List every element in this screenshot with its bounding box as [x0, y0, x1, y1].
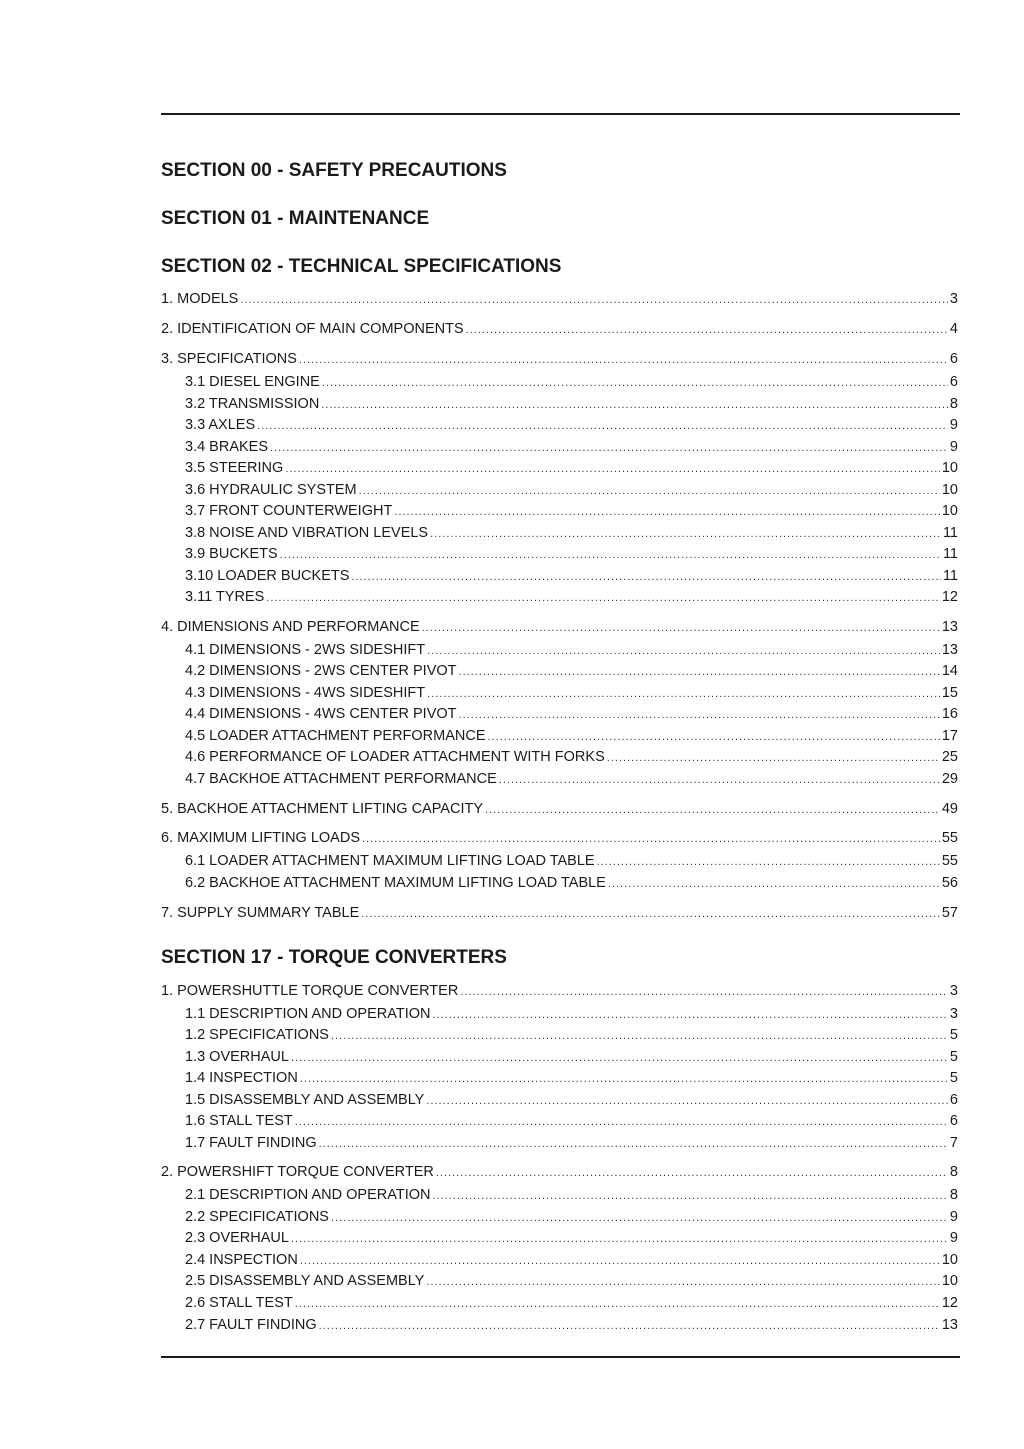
toc-page-number: 55 [941, 853, 958, 869]
toc-page-number: 16 [941, 706, 958, 722]
toc-subentry[interactable] [185, 416, 958, 435]
toc-entry-title: 1.2 SPECIFICATIONS [185, 1027, 329, 1043]
toc-entry-title: 3.1 DIESEL ENGINE [185, 374, 320, 390]
toc-subentry[interactable] [185, 1091, 958, 1110]
dot-leader [351, 568, 941, 586]
toc-entry-title: 4.5 LOADER ATTACHMENT PERFORMANCE [185, 728, 486, 744]
toc-page-number: 13 [941, 642, 958, 658]
toc-entry-title: 7. SUPPLY SUMMARY TABLE [161, 905, 360, 921]
dot-leader [427, 685, 940, 703]
toc-entry-title: 4.3 DIMENSIONS - 4WS SIDESHIFT [185, 685, 426, 701]
toc-page-number: 55 [941, 830, 958, 846]
toc-page-number: 9 [949, 417, 958, 433]
bottom-rule [161, 1356, 960, 1358]
toc-page-number: 6 [949, 374, 958, 390]
toc-page-number: 10 [941, 1252, 958, 1268]
toc-page-number: 5 [949, 1027, 958, 1043]
dot-leader [460, 983, 948, 1001]
dot-leader [608, 875, 940, 893]
dot-leader [427, 642, 940, 660]
toc-entry-title: 3.3 AXLES [185, 417, 256, 433]
toc-subentry[interactable] [185, 1134, 958, 1153]
toc-entry[interactable] [161, 290, 958, 309]
toc-entry-title: 1.5 DISASSEMBLY AND ASSEMBLY [185, 1092, 425, 1108]
toc-entry-title: 3.10 LOADER BUCKETS [185, 568, 350, 584]
toc-entry-title: 4.7 BACKHOE ATTACHMENT PERFORMANCE [185, 771, 497, 787]
toc-subentry[interactable] [185, 1112, 958, 1131]
toc-entry-title: 2.5 DISASSEMBLY AND ASSEMBLY [185, 1273, 425, 1289]
dot-leader [321, 396, 948, 414]
toc-entry-title: 3.11 TYRES [185, 589, 265, 605]
dot-leader [319, 1135, 948, 1153]
dot-leader [300, 1252, 940, 1270]
toc-subentry[interactable] [185, 459, 958, 478]
toc-subentry[interactable] [185, 641, 958, 660]
dot-leader [426, 1092, 948, 1110]
toc-page-number: 9 [949, 1209, 958, 1225]
dot-leader [466, 321, 948, 339]
toc-entry-title: 4.2 DIMENSIONS - 2WS CENTER PIVOT [185, 663, 457, 679]
toc-entry-title: 3.2 TRANSMISSION [185, 396, 320, 412]
toc-page-number: 10 [941, 460, 958, 476]
toc-page-number: 9 [949, 439, 958, 455]
toc-page-number: 17 [941, 728, 958, 744]
toc-subentry[interactable] [185, 1005, 958, 1024]
toc-subentry[interactable] [185, 395, 958, 414]
dot-leader [607, 749, 940, 767]
toc-entry-title: 2.1 DESCRIPTION AND OPERATION [185, 1187, 431, 1203]
toc-entry[interactable] [161, 1163, 958, 1182]
top-rule [161, 113, 960, 115]
toc-entry-title: 3.8 NOISE AND VIBRATION LEVELS [185, 525, 429, 541]
dot-leader [266, 589, 940, 607]
dot-leader [285, 460, 940, 478]
dot-leader [331, 1209, 948, 1227]
toc-entry-title: 2. IDENTIFICATION OF MAIN COMPONENTS [161, 321, 464, 337]
toc-entry-title: 1. POWERSHUTTLE TORQUE CONVERTER [161, 983, 459, 999]
toc-page-number: 11 [942, 568, 958, 584]
toc-subentry[interactable] [185, 852, 958, 871]
dot-leader [299, 351, 948, 369]
toc-entry-title: 4.6 PERFORMANCE OF LOADER ATTACHMENT WITH FORKS [185, 749, 605, 765]
dot-leader [499, 771, 940, 789]
toc-page-number: 3 [949, 1006, 958, 1022]
toc-subentry[interactable] [185, 770, 958, 789]
dot-leader [432, 1006, 947, 1024]
toc-subentry[interactable] [185, 1048, 958, 1067]
toc-page-number: 8 [949, 1164, 958, 1180]
toc-entry[interactable] [161, 320, 958, 339]
section-title: SECTION 17 - TORQUE CONVERTERS [161, 947, 507, 968]
toc-entry-title: 3.9 BUCKETS [185, 546, 278, 562]
toc-page-number: 49 [941, 801, 958, 817]
toc-entry-title: 2.2 SPECIFICATIONS [185, 1209, 329, 1225]
dot-leader [394, 503, 940, 521]
toc-page-number: 13 [941, 619, 958, 635]
dot-leader [322, 374, 948, 392]
section-title: SECTION 00 - SAFETY PRECAUTIONS [161, 160, 507, 181]
dot-leader [291, 1230, 948, 1248]
toc-subentry[interactable] [185, 524, 958, 543]
dot-leader [430, 525, 941, 543]
dot-leader [257, 417, 948, 435]
toc-page-number: 14 [941, 663, 958, 679]
toc-subentry[interactable] [185, 373, 958, 392]
toc-page-number: 8 [949, 1187, 958, 1203]
toc-subentry[interactable] [185, 1208, 958, 1227]
toc-subentry[interactable] [185, 1251, 958, 1270]
toc-page-number: 25 [941, 749, 958, 765]
toc-subentry[interactable] [185, 874, 958, 893]
toc-entry-title: 6. MAXIMUM LIFTING LOADS [161, 830, 360, 846]
toc-subentry[interactable] [185, 588, 958, 607]
dot-leader [432, 1187, 947, 1205]
toc-subentry[interactable] [185, 1294, 958, 1313]
toc-page-number: 5 [949, 1070, 958, 1086]
toc-entry-title: 2.7 FAULT FINDING [185, 1317, 317, 1333]
dot-leader [362, 830, 940, 848]
dot-leader [436, 1164, 948, 1182]
toc-entry-title: 2.6 STALL TEST [185, 1295, 293, 1311]
dot-leader [422, 619, 940, 637]
dot-leader [240, 291, 948, 309]
toc-entry-title: 6.2 BACKHOE ATTACHMENT MAXIMUM LIFTING LOAD TABLE [185, 875, 606, 891]
toc-entry-title: 1.1 DESCRIPTION AND OPERATION [185, 1006, 431, 1022]
toc-entry-title: 3.6 HYDRAULIC SYSTEM [185, 482, 357, 498]
toc-subentry[interactable] [185, 1316, 958, 1335]
toc-entry-title: 6.1 LOADER ATTACHMENT MAXIMUM LIFTING LOAD TABLE [185, 853, 595, 869]
toc-entry-title: 1. MODELS [161, 291, 239, 307]
toc-page-number: 3 [949, 983, 958, 999]
dot-leader [459, 663, 940, 681]
toc-entry-title: 3.4 BRAKES [185, 439, 269, 455]
toc-page-number: 57 [941, 905, 958, 921]
toc-entry-title: 3.5 STEERING [185, 460, 284, 476]
toc-entry[interactable] [161, 350, 958, 369]
toc-entry-title: 1.4 INSPECTION [185, 1070, 298, 1086]
toc-subentry[interactable] [185, 481, 958, 500]
toc-entry-title: 1.7 FAULT FINDING [185, 1135, 317, 1151]
toc-entry-title: 2. POWERSHIFT TORQUE CONVERTER [161, 1164, 434, 1180]
toc-entry-title: 4. DIMENSIONS AND PERFORMANCE [161, 619, 420, 635]
toc-subentry[interactable] [185, 1069, 958, 1088]
toc-entry[interactable] [161, 982, 958, 1001]
dot-leader [270, 439, 948, 457]
toc-page-number: 12 [941, 589, 958, 605]
toc-entry-title: 3.7 FRONT COUNTERWEIGHT [185, 503, 393, 519]
toc-page-number: 56 [941, 875, 958, 891]
section-title: SECTION 01 - MAINTENANCE [161, 208, 430, 229]
dot-leader [280, 546, 941, 564]
dot-leader [485, 801, 940, 819]
dot-leader [597, 853, 940, 871]
toc-entry-title: 2.4 INSPECTION [185, 1252, 298, 1268]
toc-subentry[interactable] [185, 438, 958, 457]
toc-page-number: 5 [949, 1049, 958, 1065]
toc-subentry[interactable] [185, 662, 958, 681]
toc-entry-title: 1.6 STALL TEST [185, 1113, 293, 1129]
toc-page-number: 10 [941, 482, 958, 498]
toc-entry[interactable] [161, 618, 958, 637]
toc-page-number: 15 [941, 685, 958, 701]
toc-page-number: 10 [941, 1273, 958, 1289]
toc-entry-title: 1.3 OVERHAUL [185, 1049, 289, 1065]
toc-subentry[interactable] [185, 1272, 958, 1291]
toc-entry[interactable] [161, 904, 958, 923]
toc-subentry[interactable] [185, 727, 958, 746]
toc-subentry[interactable] [185, 545, 958, 564]
toc-entry-title: 4.4 DIMENSIONS - 4WS CENTER PIVOT [185, 706, 457, 722]
toc-page-number: 7 [949, 1135, 958, 1151]
toc-entry-title: 5. BACKHOE ATTACHMENT LIFTING CAPACITY [161, 801, 484, 817]
dot-leader [359, 482, 940, 500]
toc-page-number: 6 [949, 1113, 958, 1129]
dot-leader [295, 1113, 948, 1131]
toc-subentry[interactable] [185, 1229, 958, 1248]
toc-subentry[interactable] [185, 502, 958, 521]
toc-subentry[interactable] [185, 1026, 958, 1045]
section-title: SECTION 02 - TECHNICAL SPECIFICATIONS [161, 256, 562, 277]
dot-leader [488, 728, 940, 746]
toc-entry-title: 2.3 OVERHAUL [185, 1230, 289, 1246]
toc-entry[interactable] [161, 800, 958, 819]
toc-page-number: 9 [949, 1230, 958, 1246]
toc-page-number: 6 [949, 351, 958, 367]
toc-page-number: 10 [941, 503, 958, 519]
dot-leader [300, 1070, 948, 1088]
dot-leader [291, 1049, 948, 1067]
toc-subentry[interactable] [185, 748, 958, 767]
toc-entry[interactable] [161, 829, 958, 848]
dot-leader [459, 706, 940, 724]
dot-leader [295, 1295, 940, 1313]
toc-page-number: 11 [942, 546, 958, 562]
toc-page-number: 12 [941, 1295, 958, 1311]
dot-leader [319, 1317, 940, 1335]
toc-page-number: 8 [949, 396, 958, 412]
toc-page-number: 4 [949, 321, 958, 337]
toc-page-number: 29 [941, 771, 958, 787]
toc-subentry[interactable] [185, 567, 958, 586]
toc-entry-title: 4.1 DIMENSIONS - 2WS SIDESHIFT [185, 642, 426, 658]
toc-subentry[interactable] [185, 1186, 958, 1205]
toc-page-number: 13 [941, 1317, 958, 1333]
toc-page-number: 11 [942, 525, 958, 541]
dot-leader [361, 905, 940, 923]
toc-page-number: 6 [949, 1092, 958, 1108]
dot-leader [331, 1027, 948, 1045]
toc-entry-title: 3. SPECIFICATIONS [161, 351, 297, 367]
dot-leader [426, 1273, 940, 1291]
toc-subentry[interactable] [185, 705, 958, 724]
toc-subentry[interactable] [185, 684, 958, 703]
toc-page-number: 3 [949, 291, 958, 307]
